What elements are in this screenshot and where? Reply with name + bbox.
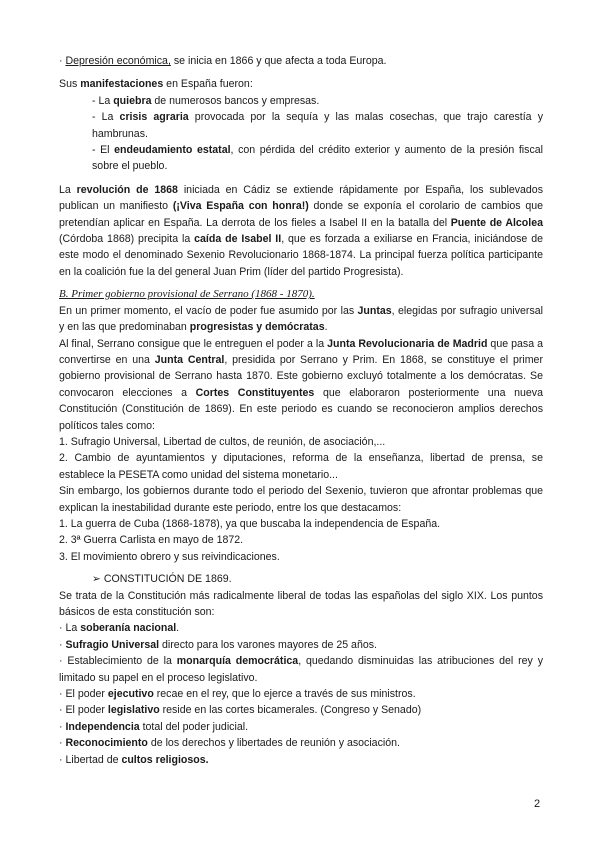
list-item: 1. Sufragio Universal, Libertad de cultos, de reunión, de asociación,... [59, 435, 386, 448]
list-item: - La crisis agraria provocada por la sequía y las malas cosechas, que trajo carestía y hambrunas. [92, 111, 543, 140]
revolution-paragraph: La revolución de 1868 iniciada en Cádiz se extiende rápidamente por España, los sublevados publican un manifiesto (¡Viva España con honra!) donde se exponía el corolario de cambios que pretendían aplicar en España. La derrota de los fieles a Isabel II en la batalla del Puente de Alcolea (Córdoba 1868) precipita la caída de Isabel II, que es forzada a exiliarse en Francia, iniciándose de este modo el denominado Sexenio Revolucionario 1868-1874. La principal fuerza política participante en la coalición fue la del general Juan Prim (líder del partido Progresista). [59, 183, 544, 278]
list-item: - La quiebra de numerosos bancos y empresas. [92, 94, 320, 107]
list-item: · Sufragio Universal directo para los varones mayores de 25 años. [59, 638, 377, 651]
list-item: 2. 3ª Guerra Carlista en mayo de 1872. [59, 534, 244, 547]
list-item: 2. Cambio de ayuntamientos y diputaciones, reforma de la enseñanza, libertad de prensa, se establece la PESETA como unidad del sistema monetario... [59, 452, 543, 481]
list-item: · Libertad de cultos religiosos. [59, 753, 209, 766]
list-item: · Establecimiento de la monarquía democrática, quedando disminuidas las atribuciones del rey y limitado su papel en el proceso legislativo. [59, 655, 543, 684]
section-b-title: B. Primer gobierno provisional de Serrano (1868 - 1870). [59, 288, 315, 301]
document-page [59, 53, 543, 768]
list-item: 3. El movimiento obrero y sus reivindicaciones. [59, 550, 280, 563]
constitution-heading: ➢ CONSTITUCIÓN DE 1869. [92, 573, 232, 586]
list-item: · El poder legislativo reside en las cortes bicamerales. (Congreso y Senado) [59, 704, 422, 717]
list-item: 1. La guerra de Cuba (1868-1878), ya que buscaba la independencia de España. [59, 517, 441, 530]
list-item: · Independencia total del poder judicial. [59, 720, 249, 733]
list-item: · El poder ejecutivo recae en el rey, que lo ejerce a través de sus ministros. [59, 688, 416, 701]
page-number: 2 [534, 798, 541, 810]
juntas-paragraph: En un primer momento, el vacío de poder fue asumido por las Juntas, elegidas por sufragio universal y en las que predominaban progresistas y demócratas. [59, 304, 544, 334]
list-item: · Reconocimiento de los derechos y libertades de reunión y asociación. [59, 737, 400, 750]
manifestations-intro: Sus manifestaciones en España fueron: [59, 78, 253, 91]
intro-term: Depresión económica, [65, 55, 171, 67]
list-item: · La soberanía nacional. [59, 622, 180, 635]
problems-intro: Sin embargo, los gobiernos durante todo el periodo del Sexenio, tuvieron que afrontar problemas que explican la inestabilidad durante este periodo, entre los que destacamos: [59, 485, 543, 514]
constitution-intro: Se trata de la Constitución más radicalmente liberal de todas las españolas del siglo XIX. Los puntos básicos de esta constitución son: [59, 589, 543, 618]
intro-bullet: · Depresión económica, se inicia en 1866 y que afecta a toda Europa. [59, 55, 387, 67]
serrano-paragraph: Al final, Serrano consigue que le entreguen el poder a la Junta Revolucionaria de Madrid que pasa a convertirse en una Junta Central, presidida por Serrano y Prim. En 1868, se constituye el primer gobierno provisional de Serrano hasta 1870. Este gobierno excluyó totalmente a los demócratas. Se convocaron elecciones a Cortes Constituyentes que elaboraron posteriormente una nueva Constitución (Constitución de 1869). En este periodo es cuando se reconocieron amplios derechos políticos tales como: [59, 337, 543, 432]
list-item: - El endeudamiento estatal, con pérdida del crédito exterior y aumento de la presión fiscal sobre el pueblo. [92, 144, 543, 173]
